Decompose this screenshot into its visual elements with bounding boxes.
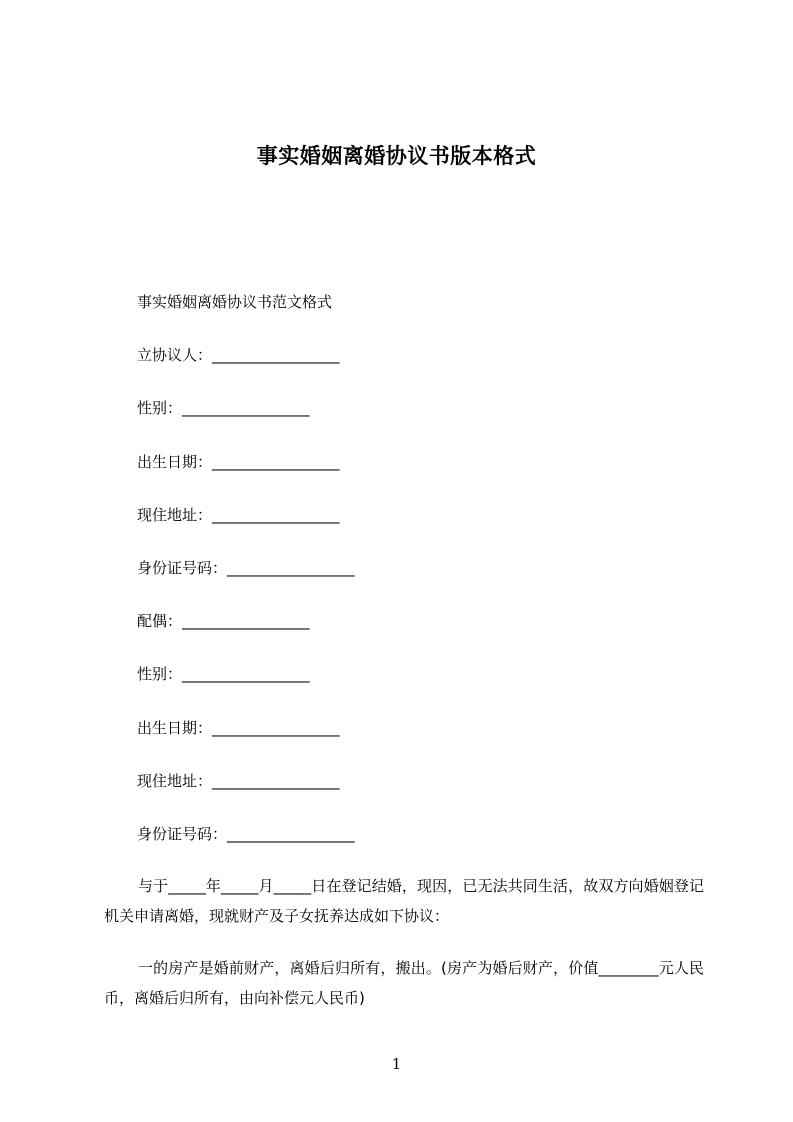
field-spouse-name: 配偶：_________________ [137,612,310,630]
field-spouse-address: 现住地址：_________________ [137,772,340,790]
paragraph-marriage-statement: 与于_____年_____月_____日在登记结婚，现因，已无法共同生活，故双方向婚姻登记机关申请离婚，现就财产及子女抚养达成如下协议： [104,877,704,925]
field-spouse-gender: 性别：_________________ [137,665,310,683]
field-party-address: 现住地址：_________________ [137,506,340,524]
field-party-gender: 性别：_________________ [137,399,310,417]
paragraph-property-clause: 一的房产是婚前财产，离婚后归所有，搬出。(房产为婚后财产，价值________元人民币，离婚后归所有，由向补偿元人民币) [104,959,704,1007]
field-party-id-number: 身份证号码：_________________ [137,559,355,577]
field-party-name: 立协议人：_________________ [137,346,340,364]
field-spouse-birthdate: 出生日期：_________________ [137,719,340,737]
field-party-birthdate: 出生日期：_________________ [137,453,340,471]
page-number: 1 [391,1055,402,1073]
document-subtitle: 事实婚姻离婚协议书范文格式 [137,293,333,311]
document-title: 事实婚姻离婚协议书版本格式 [256,144,537,168]
field-spouse-id-number: 身份证号码：_________________ [137,825,355,843]
